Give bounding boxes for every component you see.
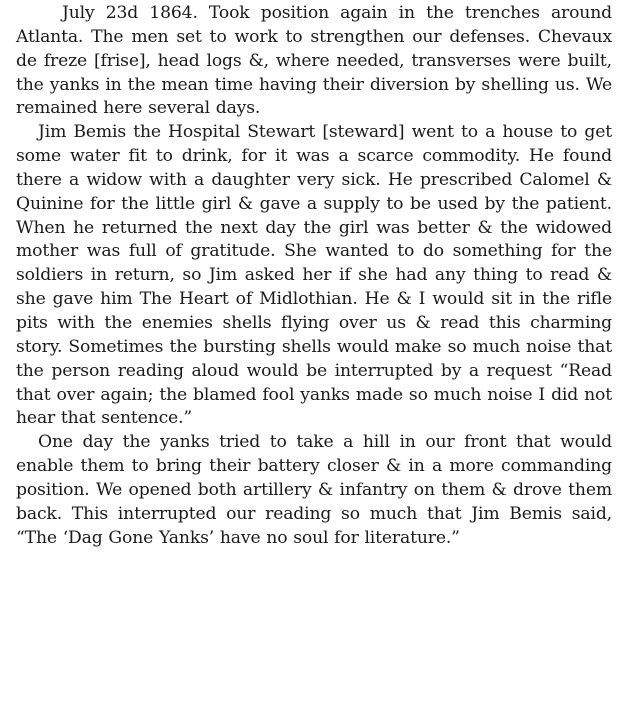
document-page bbox=[16, 2, 612, 550]
paragraph-hospital-steward: Jim Bemis the Hospital Stewart [steward] went to a house to get some water fit to drink, for it was a scarce commodity. He found there a widow with a daughter very sick. He prescribed Calomel & Quinine for the little girl & gave a supply to be used by the patient. When he returned the next day the girl was better & the widowed mother was full of gratitude. She wanted to do something for the soldiers in return, so Jim asked her if she had any thing to read & she gave him The Heart of Midlothian. He & I would sit in the rifle pits with the enemies shells flying over us & read this charming story. Sometimes the bursting shells would make so much noise that the person reading aloud would be interrupted by a request “Read that over again; the blamed fool yanks made so much noise I did not hear that sentence.” bbox=[16, 122, 612, 429]
paragraph-trenches-atlanta: July 23d 1864. Took position again in the trenches around Atlanta. The men set to work to strengthen our defenses. Chevaux de freze [frise], head logs &, where needed, transverses were built, the yanks in the mean time having their diversion by shelling us. We remained here several days. bbox=[16, 3, 612, 119]
paragraph-hill-attack: One day the yanks tried to take a hill in our front that would enable them to bring their battery closer & in a more commanding position. We opened both artillery & infantry on them & drove them back. This interrupted our reading so much that Jim Bemis said, “The ‘Dag Gone Yanks’ have no soul for literature.” bbox=[16, 432, 612, 548]
